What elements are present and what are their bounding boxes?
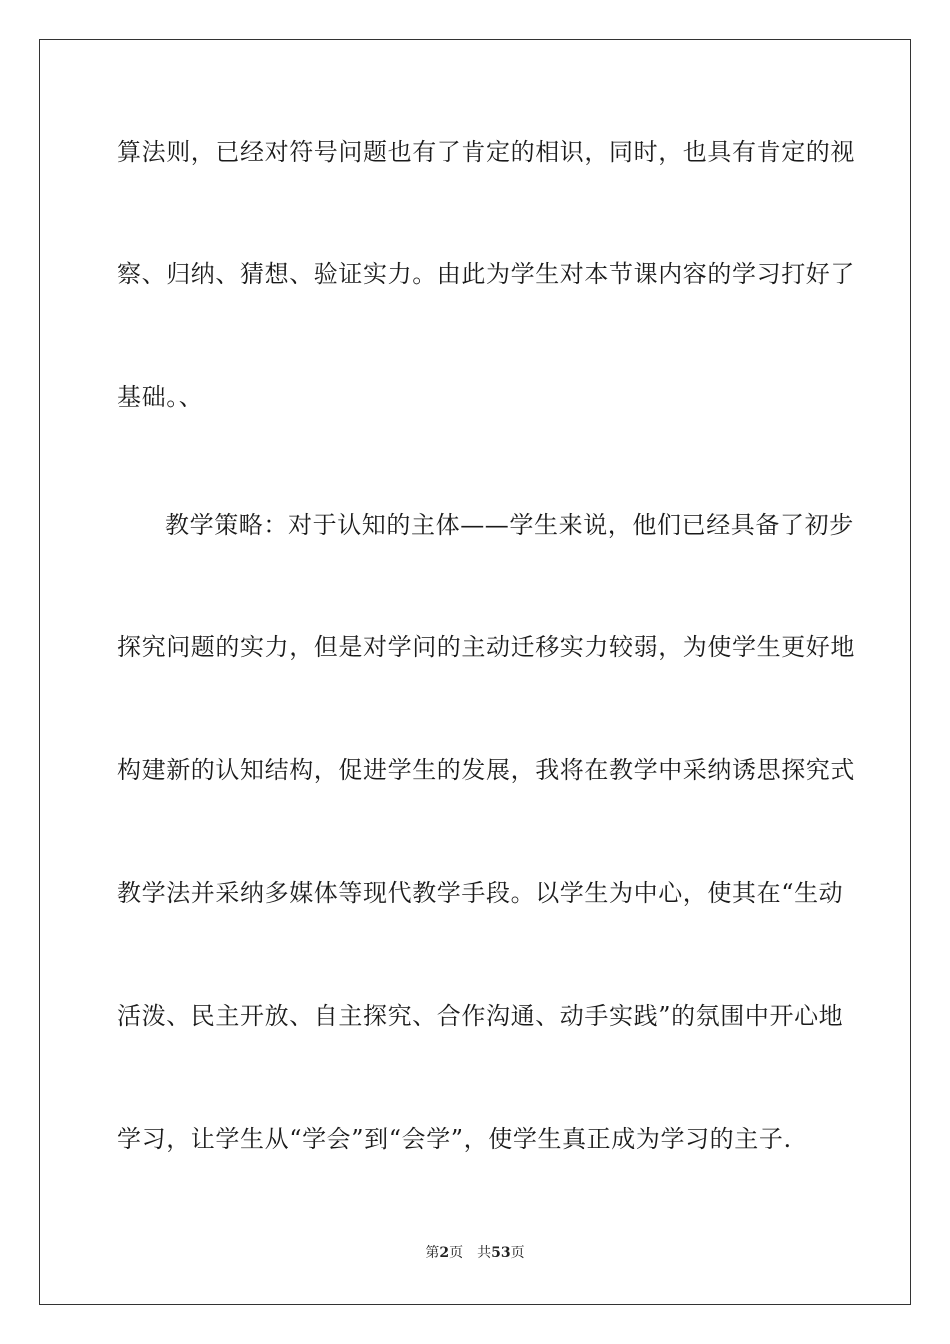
text-line-2: 察、归纳、猜想、验证实力。由此为学生对本节课内容的学习打好了 (117, 260, 855, 288)
text-line-3: 基础。、 (117, 383, 204, 411)
text-line-4: 教学策略：对于认知的主体——学生来说，他们已经具备了初步 (165, 511, 854, 539)
page-prefix: 第 (425, 1245, 440, 1261)
page-footer (0, 1244, 950, 1262)
text-line-8: 活泼、民主开放、自主探究、合作沟通、动手实践”的氛围中开心地 (117, 1002, 844, 1030)
text-line-5: 探究问题的实力，但是对学问的主动迁移实力较弱，为使学生更好地 (117, 633, 855, 661)
total-pages: 53 (491, 1245, 511, 1261)
total-prefix: 共 (477, 1245, 492, 1261)
text-line-6: 构建新的认知结构，促进学生的发展，我将在教学中采纳诱思探究式 (117, 756, 855, 784)
text-line-9: 学习，让学生从“学会”到“会学”，使学生真正成为学习的主子. (117, 1125, 792, 1153)
text-line-7: 教学法并采纳多媒体等现代教学手段。以学生为中心，使其在“生动 (117, 879, 844, 907)
page-border (39, 39, 911, 1305)
page-suffix: 页 (449, 1245, 464, 1261)
text-line-1: 算法则，已经对符号问题也有了肯定的相识，同时，也具有肯定的视 (117, 138, 855, 166)
total-suffix: 页 (510, 1245, 525, 1261)
page-number: 2 (439, 1245, 450, 1261)
